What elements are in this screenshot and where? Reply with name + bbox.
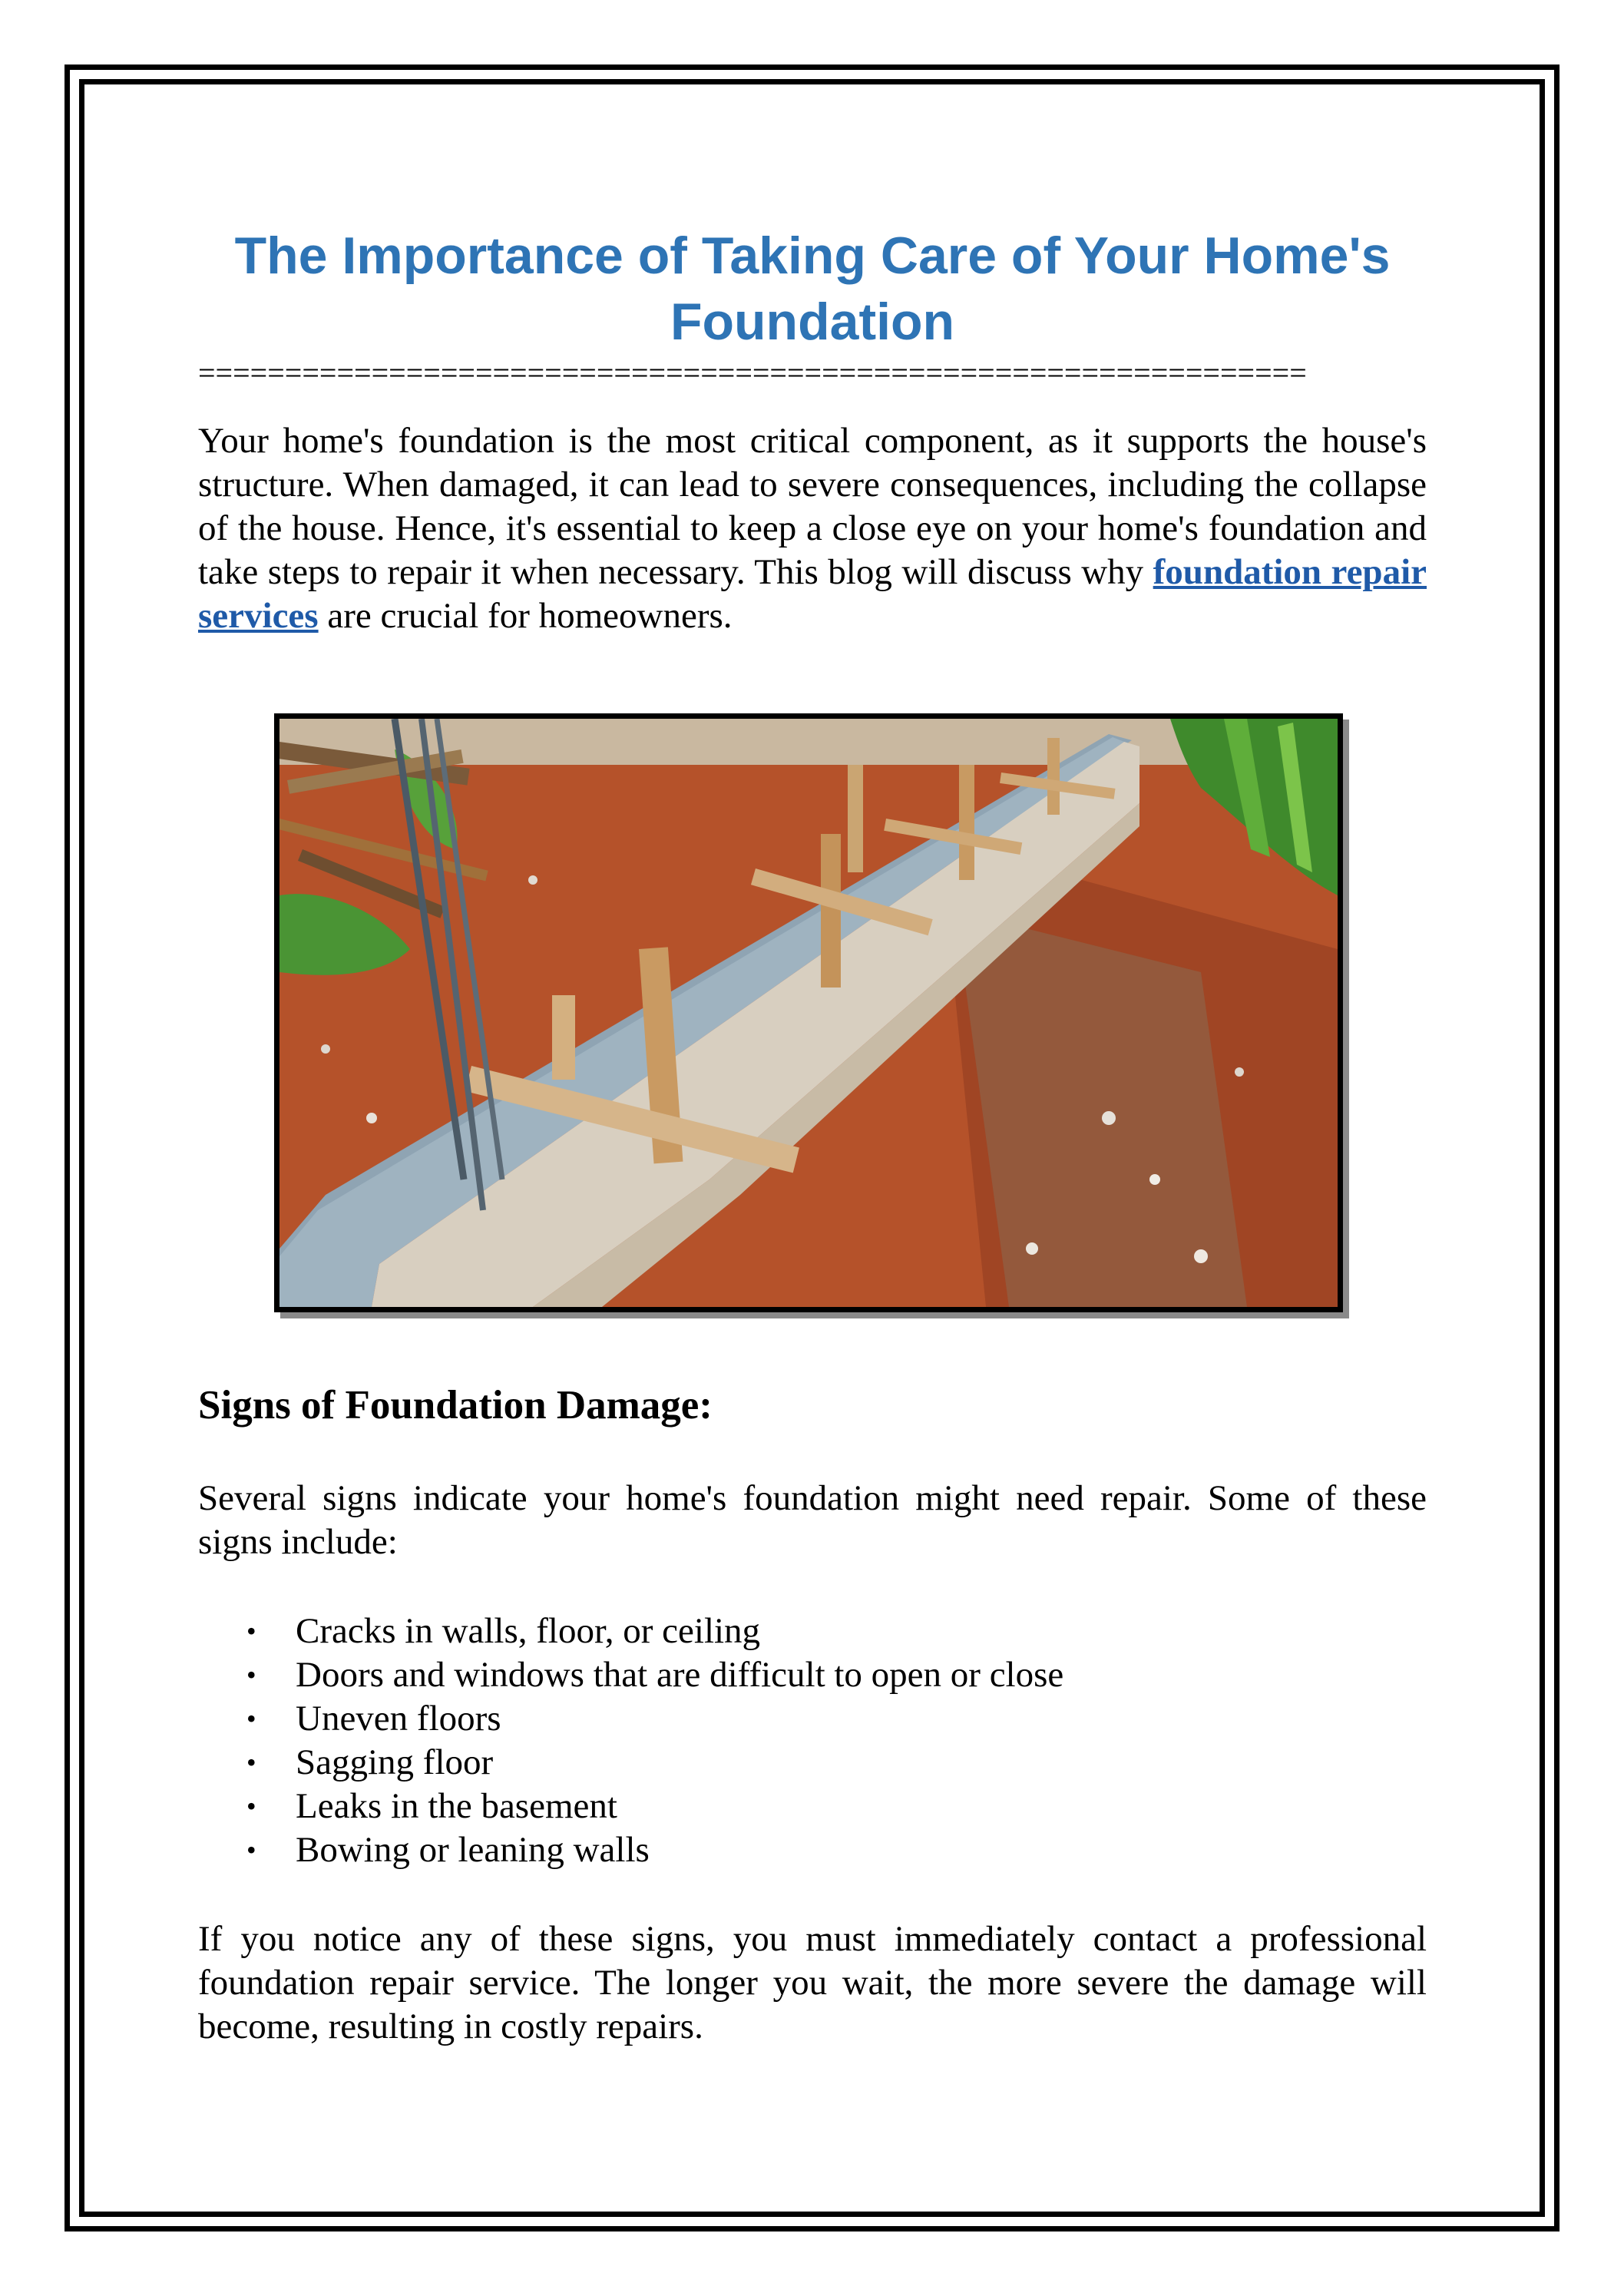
bullet-icon: •	[246, 1659, 256, 1690]
article-header	[198, 223, 1427, 638]
foundation-photo-illustration	[279, 719, 1338, 1307]
intro-text-end: are crucial for homeowners.	[318, 596, 733, 636]
list-item-text: Uneven floors	[296, 1699, 501, 1739]
bullet-icon: •	[246, 1834, 256, 1865]
signs-list	[198, 1610, 1427, 1872]
signs-intro-paragraph: Several signs indicate your home's foundation might need repair. Some of these signs include:	[198, 1478, 1427, 1562]
closing-paragraph: If you notice any of these signs, you must immediately contact a professional foundation repair service. The longer you wait, the more severe the damage will become, resulting in costly repairs.	[198, 1919, 1427, 2046]
signs-section-heading: Signs of Foundation Damage:	[198, 1383, 713, 1428]
foundation-repair-services-link[interactable]: foundation repair services	[198, 552, 1427, 636]
intro-text-start: Your home's foundation is the most critical component, as it supports the house's structure. When damaged, it can lead to severe consequences, including the collapse of the house. Hence, it's essential to keep a close eye on your home's foundation and take steps to repair it when necessary. This blog will discuss why	[198, 421, 1427, 592]
list-item	[198, 1828, 1427, 1872]
title-divider: ================================================================	[198, 358, 1307, 389]
list-item	[198, 1697, 1427, 1741]
bullet-icon: •	[246, 1703, 256, 1734]
list-item	[198, 1741, 1427, 1785]
bullet-icon: •	[246, 1747, 256, 1778]
bullet-icon: •	[246, 1791, 256, 1821]
list-item	[198, 1610, 1427, 1653]
list-item-text: Doors and windows that are difficult to open or close	[296, 1655, 1064, 1695]
list-item	[198, 1653, 1427, 1697]
intro-paragraph	[198, 419, 1427, 638]
foundation-construction-photo	[274, 713, 1343, 1312]
list-item	[198, 1785, 1427, 1828]
page-title: The Importance of Taking Care of Your Home's Foundation	[234, 227, 1391, 351]
list-item-text: Leaks in the basement	[296, 1786, 617, 1826]
list-item-text: Bowing or leaning walls	[296, 1830, 650, 1870]
list-item-text: Cracks in walls, floor, or ceiling	[296, 1611, 761, 1651]
list-item-text: Sagging floor	[296, 1742, 494, 1782]
bullet-icon: •	[246, 1616, 256, 1646]
